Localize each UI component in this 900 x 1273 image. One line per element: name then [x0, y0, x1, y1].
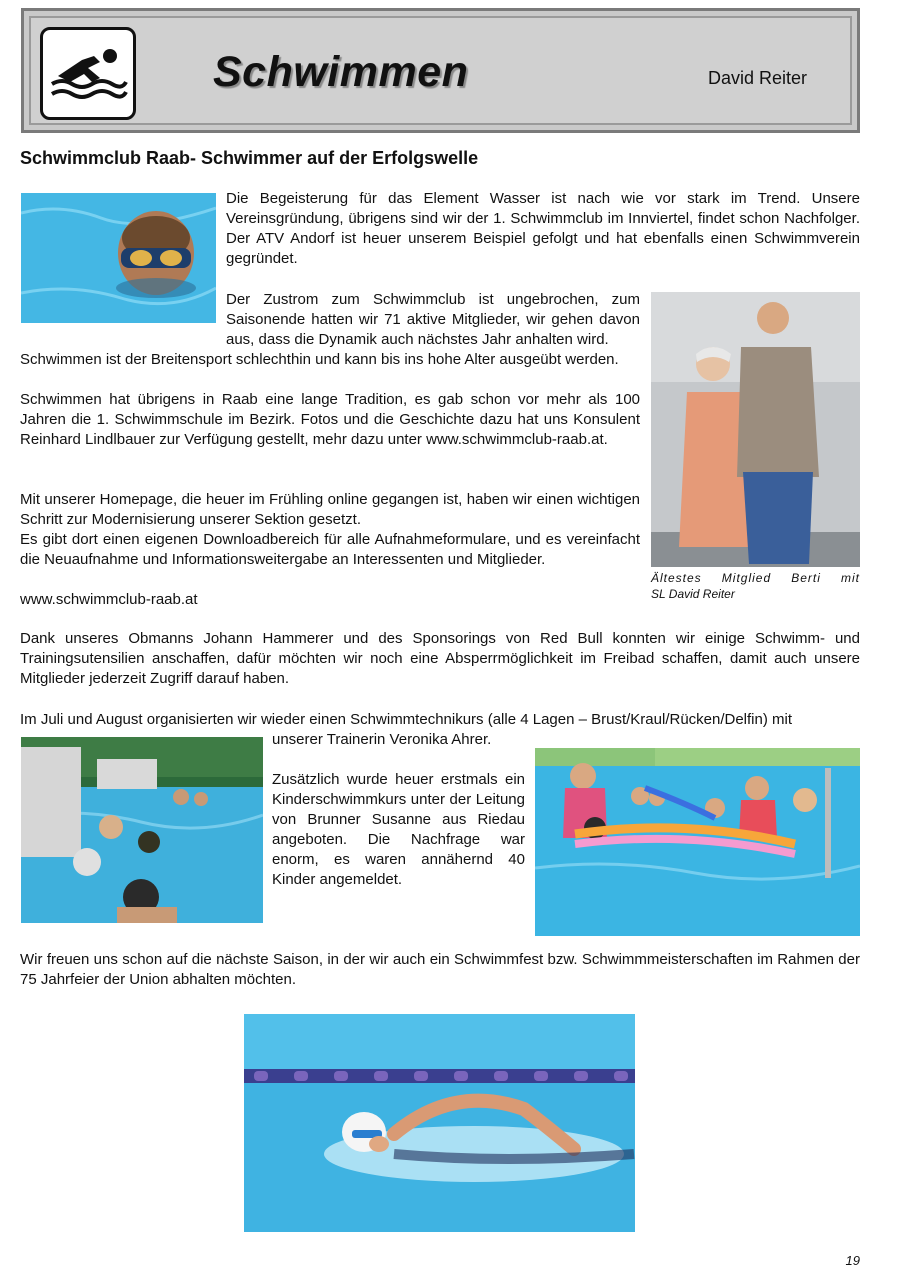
paragraph-kids-course: Zusätzlich wurde heuer erstmals ein Kinderschwimmkurs unter der Leitung von Brunner Susanne aus Riedau angeboten. Die Nachfrage war enorm, es waren annähernd 40 Kinder angemeldet. [272, 771, 525, 888]
paragraph-download: Es gibt dort einen eigenen Downloadbereich für alle Aufnahmeformulare, und es vereinfacht die Neuaufnahme und Informationsweitergabe an Interessenten und Mitglieder. [20, 531, 640, 568]
paragraph-growth: Der Zustrom zum Schwimmclub ist ungebrochen, zum Saisonende hatten wir 71 aktive Mitglieder, wir gehen davon aus, dass die Dynamik auch nächstes Jahr anhalten wird. [226, 291, 640, 348]
page-header-inner [29, 16, 852, 125]
paragraph-technique-line-1: Im Juli und August organisierten wir wieder einen Schwimmtechnikurs (alle 4 Lagen – Brust/Kraul/Rücken/Delfin) mit [20, 711, 793, 728]
swimmer-icon [40, 27, 136, 120]
page-header [21, 8, 860, 133]
author-name: David Reiter [707, 68, 807, 88]
paragraph-sponsoring: Dank unseres Obmanns Johann Hammerer und des Sponsorings von Red Bull konnten wir einige Schwimm- und Trainingsutensilien anschaffen, dafür möchten wir noch eine Absperrmöglichkeit im Freibad schaffen, damit auch unsere Mitglieder jederzeit Zugriff darauf haben. [20, 630, 860, 687]
paragraph-intro: Die Begeisterung für das Element Wasser ist nach wie vor stark im Trend. Unsere Vereinsgründung, übrigens sind wir der 1. Schwimmclub im Innviertel, findet schon Nachfolger. Der ATV Andorf ist heuer unserem Beispiel gefolgt und hat ebenfalls einen Schwimmverein gegründet. [226, 190, 860, 267]
photo-child-goggles [21, 193, 216, 323]
page-number: 19 [845, 1253, 860, 1268]
paragraph-technique-course [20, 710, 860, 730]
caption-line-2: SL David Reiter [651, 587, 735, 601]
photo-oldest-member [651, 292, 860, 567]
page-title: Schwimmen [213, 48, 469, 96]
paragraph-homepage: Mit unserer Homepage, die heuer im Frühling online gegangen ist, haben wir einen wichtigen Schritt zur Modernisierung unserer Sektion gesetzt. [20, 491, 640, 528]
paragraph-outlook: Wir freuen uns schon auf die nächste Saison, in der wir auch ein Schwimmfest bzw. Schwimmmeisterschaften im Rahmen der 75 Jahrfeier der Union abhalten möchten. [20, 951, 860, 988]
article-headline: Schwimmclub Raab- Schwimmer auf der Erfolgswelle [20, 148, 479, 168]
photo-freestyle-swimmer [244, 1014, 635, 1232]
caption-line-1: Ältestes Mitglied Berti mit [651, 571, 860, 585]
paragraph-breitensport: Schwimmen ist der Breitensport schlechthin und kann bis ins hohe Alter ausgeübt werden. [20, 351, 619, 368]
paragraph-technique-trainer: unserer Trainerin Veronika Ahrer. [272, 731, 492, 748]
photo-adult-course [21, 737, 263, 923]
website-link[interactable]: www.schwimmclub-raab.at [20, 591, 198, 608]
photo-caption [651, 570, 860, 602]
paragraph-tradition: Schwimmen hat übrigens in Raab eine lange Tradition, es gab schon vor mehr als 100 Jahren die 1. Schwimmschule im Bezirk. Fotos und die Geschichte dazu hat uns Konsulent Reinhard Lindlbauer zur Verfügung gestellt, mehr dazu unter www.schwimmclub-raab.at. [20, 391, 640, 448]
photo-kids-course [535, 748, 860, 936]
